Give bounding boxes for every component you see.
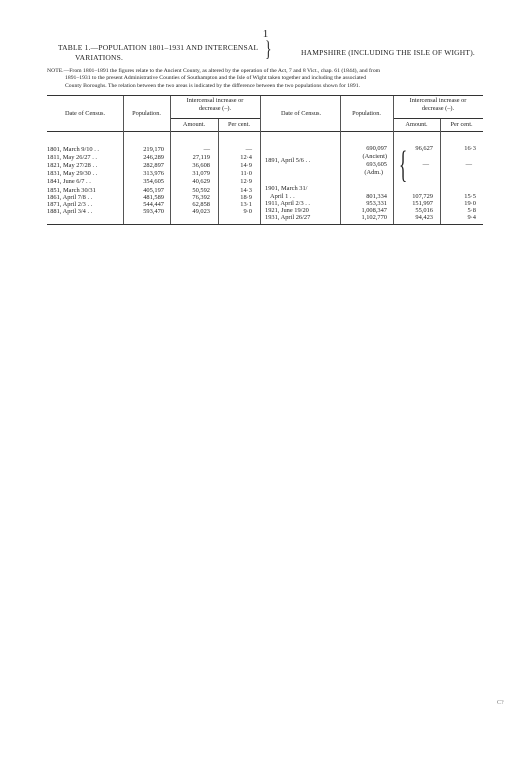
right-row-date: 1911, April 2/3 . . bbox=[265, 200, 311, 207]
row-1891-brace: { bbox=[399, 144, 408, 186]
left-row-amount: — bbox=[203, 146, 210, 153]
right-row-percent: 5·8 bbox=[467, 207, 476, 214]
left-row-population: 246,289 bbox=[143, 154, 164, 161]
left-row-percent: 18·9 bbox=[240, 194, 252, 201]
left-row-percent: 12·4 bbox=[240, 154, 252, 161]
header-population-right: Population. bbox=[352, 110, 381, 117]
left-row-amount: 76,392 bbox=[192, 194, 210, 201]
header-population-left: Population. bbox=[132, 110, 161, 117]
title-brace: } bbox=[265, 36, 272, 61]
table-top-rule bbox=[47, 95, 483, 96]
left-row-date: 1841, June 6/7 . . bbox=[47, 178, 91, 185]
table-title-line2: VARIATIONS. bbox=[75, 53, 124, 62]
right-row-date: 1901, March 31/ bbox=[265, 185, 308, 192]
header-percent-left: Per cent. bbox=[227, 121, 251, 128]
page-number: 1 bbox=[262, 28, 269, 40]
right-row-population: 1,102,770 bbox=[361, 214, 387, 221]
left-row-amount: 40,629 bbox=[192, 178, 210, 185]
row-1891-pop-ancient: 690,097 bbox=[366, 145, 387, 152]
row-1891-percent-adm: — bbox=[465, 161, 472, 168]
left-row-percent: 13·1 bbox=[240, 201, 252, 208]
header-amount-left: Amount. bbox=[182, 121, 206, 128]
header-date-right: Date of Census. bbox=[280, 110, 322, 117]
header-intercensal-right bbox=[393, 97, 483, 112]
row-1891-pop-adm: 693,605 bbox=[366, 161, 387, 168]
right-row-date-cont: April 1 . . bbox=[270, 193, 295, 200]
left-row-amount: 62,858 bbox=[192, 201, 210, 208]
left-row-date: 1881, April 3/4 . . bbox=[47, 208, 93, 215]
header-bottom-rule bbox=[47, 131, 483, 132]
row-1891-date: 1891, April 5/6 . . bbox=[265, 157, 311, 164]
left-row-date: 1801, March 9/10 . . bbox=[47, 146, 100, 153]
left-row-date: 1821, May 27/28 . . bbox=[47, 162, 98, 169]
row-1891-amount: 96,627 bbox=[415, 145, 433, 152]
right-row-amount: 94,423 bbox=[415, 214, 433, 221]
note-paragraph bbox=[47, 68, 483, 90]
right-row-percent: 15·5 bbox=[464, 193, 476, 200]
note-line-2: 1891–1931 to the present Administrative Counties of Southampton and the Isle of Wight taken together and including the associated bbox=[65, 75, 367, 82]
header-intercensal-right-l2: decrease (–). bbox=[421, 104, 455, 112]
left-row-population: 313,976 bbox=[143, 170, 164, 177]
left-row-date: 1851, March 30/31 bbox=[47, 187, 96, 194]
vline-4 bbox=[260, 96, 261, 224]
left-row-date: 1811, May 26/27 . . bbox=[47, 154, 97, 161]
left-row-amount: 31,079 bbox=[192, 170, 210, 177]
left-row-amount: 50,592 bbox=[192, 187, 210, 194]
header-intercensal-right-l1: Intercensal increase or bbox=[409, 97, 467, 104]
right-row-population: 953,331 bbox=[366, 200, 387, 207]
left-row-population: 219,170 bbox=[143, 146, 164, 153]
right-row-percent: 19·0 bbox=[464, 200, 476, 207]
right-row-population: 801,334 bbox=[366, 193, 387, 200]
header-intercensal-left-l2: decrease (–). bbox=[198, 104, 232, 112]
row-1891-label-adm: (Adm.) bbox=[364, 169, 383, 176]
note-line-3: County Boroughs. The relation between the two areas is indicated by the difference between the two populations shown for 1891. bbox=[65, 82, 360, 89]
right-subheader-rule bbox=[393, 118, 483, 119]
table-title-line1: TABLE 1.—POPULATION 1801–1931 AND INTERCENSAL bbox=[58, 43, 259, 52]
left-row-date: 1831, May 29/30 . . bbox=[47, 170, 98, 177]
note-line-1: NOTE.—From 1801–1891 the figures relate to the Ancient County, as altered by the operation of the Act, 7 and 8 Vict., chap. 61 (1844), and from bbox=[47, 68, 381, 74]
left-row-date: 1871, April 2/3 . . bbox=[47, 201, 93, 208]
right-row-amount: 151,997 bbox=[412, 200, 433, 207]
row-1891-percent: 16·3 bbox=[464, 145, 476, 152]
right-row-amount: 107,729 bbox=[412, 193, 433, 200]
row-1891-label-ancient: (Ancient) bbox=[362, 153, 387, 160]
left-row-population: 282,897 bbox=[143, 162, 164, 169]
left-row-percent: 12·9 bbox=[240, 178, 252, 185]
left-row-date: 1861, April 7/8 . . bbox=[47, 194, 93, 201]
left-row-population: 354,605 bbox=[143, 178, 164, 185]
left-row-population: 593,470 bbox=[143, 208, 164, 215]
county-title: HAMPSHIRE (INCLUDING THE ISLE OF WIGHT). bbox=[301, 48, 475, 57]
right-row-percent: 9·4 bbox=[467, 214, 476, 221]
left-row-percent: 14·9 bbox=[240, 162, 252, 169]
right-row-amount: 55,016 bbox=[415, 207, 433, 214]
left-row-percent: 11·0 bbox=[240, 170, 252, 177]
left-row-population: 481,589 bbox=[143, 194, 164, 201]
left-row-percent: — bbox=[245, 146, 252, 153]
header-date-left: Date of Census. bbox=[64, 110, 106, 117]
left-row-amount: 49,023 bbox=[192, 208, 210, 215]
left-row-amount: 36,608 bbox=[192, 162, 210, 169]
left-row-percent: 9·0 bbox=[243, 208, 252, 215]
right-row-population: 1,008,347 bbox=[361, 207, 387, 214]
table-title bbox=[58, 43, 258, 63]
corner-mark: C? bbox=[497, 700, 504, 706]
left-subheader-rule bbox=[170, 118, 260, 119]
row-1891-amount-adm: — bbox=[422, 161, 429, 168]
left-row-population: 544,447 bbox=[143, 201, 164, 208]
header-amount-right: Amount. bbox=[405, 121, 428, 128]
header-percent-right: Per cent. bbox=[450, 121, 473, 128]
header-intercensal-left-l1: Intercensal increase or bbox=[186, 97, 244, 104]
right-row-date: 1921, June 19/20 bbox=[265, 207, 309, 214]
header-intercensal-left bbox=[170, 97, 260, 112]
table-bottom-rule bbox=[47, 224, 483, 225]
left-row-population: 405,197 bbox=[143, 187, 164, 194]
right-row-date: 1931, April 26/27 bbox=[265, 214, 311, 221]
left-row-percent: 14·3 bbox=[240, 187, 252, 194]
left-row-amount: 27,119 bbox=[192, 154, 210, 161]
